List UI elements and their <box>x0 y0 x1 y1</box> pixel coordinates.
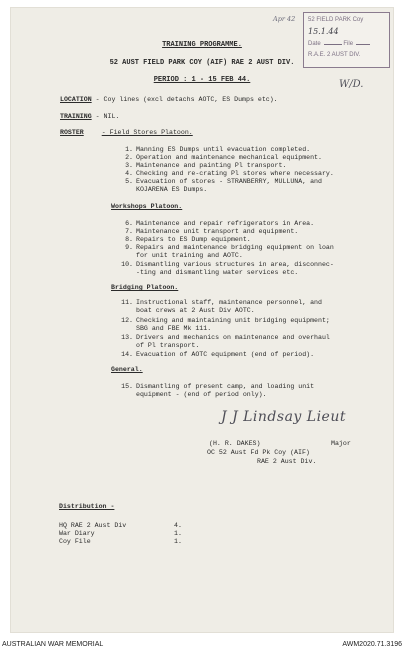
archive-reference: AWM2020.71.3196 <box>342 641 402 648</box>
signatory-formation: RAE 2 Aust Div. <box>257 458 317 465</box>
signatory-position: OC 52 Aust Fd Pk Coy (AIF) <box>207 449 310 456</box>
stamp-top-line: 52 FIELD PARK Coy <box>308 17 364 23</box>
stamp-footer: R.A.E. 2 AUST DIV. <box>308 52 361 58</box>
stamp-date-label: Date <box>308 41 321 47</box>
location-line <box>60 96 278 104</box>
stamp-file-label: File <box>343 41 354 47</box>
stamp-handwritten-date: 15.1.44 <box>308 27 339 36</box>
archive-footer <box>0 639 404 653</box>
workshops-section-title: Workshops Platoon. <box>111 203 183 210</box>
distribution-title: Distribution - <box>59 503 115 510</box>
margin-note-top: Apr 42 <box>273 15 296 23</box>
training-line <box>60 113 119 121</box>
unit-heading: 52 AUST FIELD PARK COY (AIF) RAE 2 AUST DIV. <box>109 59 295 67</box>
document-sheet <box>11 8 393 632</box>
table-row: War Diary 1. <box>59 530 182 537</box>
signatory-rank: Major <box>331 440 351 447</box>
training-label: TRAINING <box>60 113 92 120</box>
table-row: HQ RAE 2 Aust Div 4. <box>59 522 182 529</box>
general-section-title: General. <box>111 366 143 373</box>
stamp-handwritten-date-row <box>308 26 385 39</box>
training-value: - NIL. <box>95 113 120 120</box>
table-row: Coy File 1. <box>59 538 182 545</box>
document-title: TRAINING PROGRAMME. <box>162 41 242 49</box>
period-heading: PERIOD : 1 - 15 FEB 44. <box>153 76 251 84</box>
roster-line <box>60 129 193 137</box>
bridging-section-title: Bridging Platoon. <box>111 284 179 291</box>
location-label: LOCATION <box>60 96 92 103</box>
location-value: - Coy lines (excl detachs AOTC, ES Dumps etc). <box>95 96 278 103</box>
handwritten-signature: J J Lindsay Lieut <box>221 409 346 425</box>
margin-initials: W/D. <box>339 79 364 90</box>
archive-name: AUSTRALIAN WAR MEMORIAL <box>2 641 104 648</box>
signatory-name: (H. R. DAKES) <box>209 440 261 447</box>
field-stores-section-title: - Field Stores Platoon. <box>101 129 193 136</box>
roster-label: ROSTER <box>60 129 84 136</box>
document-body: 52 FIELD PARK Coy 15.1.44 Date File R.A.E. 2 AUST DIV. Apr 42 W/D. TRAINING PROGRAMME. 52 AUST FIELD PARK COY (AIF) RAE 2 AUST DIV. PERIOD : 1 - 15 FEB 44. LOCATION - Coy lines (excl detachs AOTC, ES Dumps etc). TRAINING - NIL. ROSTER - Field Stores Platoon. 1. Manning ES Dumps until evacuation completed. 2. Operation and maintenance mechanical equipment. 3. Maintenance and painting Pl transport. 4. Checking and re-crating Pl stores where necessary. 5. Evacuation of stores - STRANBERRY, MULLUNA, and KOJARENA ES Dumps. Workshops Platoon. 6. Maintenance and repair refrigerators in Area. 7. Maintenance unit transport and equipment. 8. Repairs to ES Dump equipment. 9. Repairs and maintenance bridging equipment on loan for unit training and AOTC. 10. Dismantling various structures in area, disconnec- -ting and dismantling water services etc. Bridging Platoon. 11. Instructional staff, maintenance personnel, and boat crews at 2 Aust Div AOTC. 12. Checking and maintaining unit bridging equipment; SBG and FBE Mk 111. 13. Drivers and mechanics on maintenance and overhaul of Pl transport. 14. Evacuation of AOTC equipment (end of period). General. 15. Dismantling of present camp, and loading unit equipment - (end of period only). J J Lindsay Lieut (H. R. DAKES) Major OC 52 Aust Fd Pk Coy (AIF) RAE 2 Aust Div. Distribution - HQ RAE 2 Aust Div 4. War Diary 1. Coy File 1. <box>11 8 393 632</box>
